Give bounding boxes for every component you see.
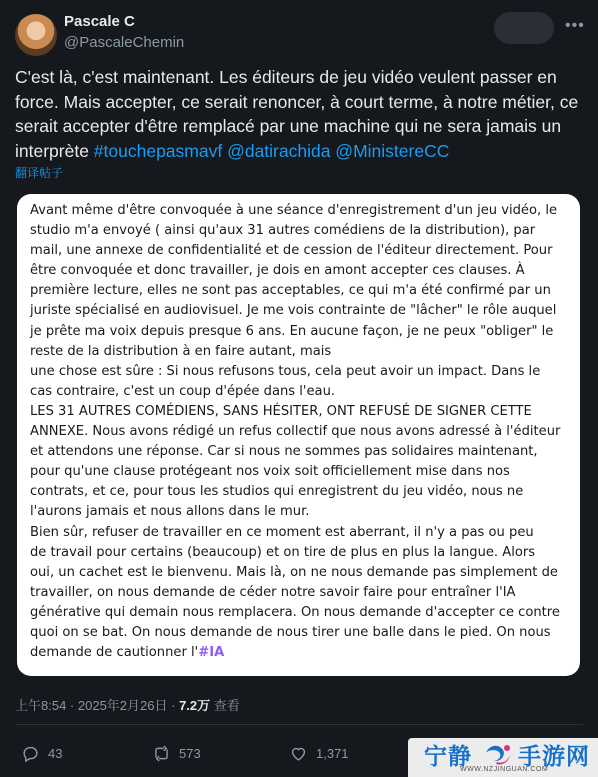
repost-button[interactable] (152, 744, 201, 763)
note-last-line-text: demande de cautionner l' (30, 645, 199, 661)
avatar[interactable] (15, 14, 57, 56)
translate-post-link[interactable]: 翻译帖子 (15, 166, 64, 180)
note-line: travailler, on nous demande de céder notre savoir faire pour entraîner l'IA (30, 584, 516, 600)
note-line: première lecture, elles ne sont pas acceptables, ce qui m'a été confirmé par un (30, 283, 551, 299)
note-line: je prête ma voix depuis presque 6 ans. En aucune façon, je ne peux "obliger" le (30, 323, 554, 339)
watermark-logo-icon (483, 742, 513, 768)
note-line: LES 31 AUTRES COMÉDIENS, SANS HÉSITER, ONT REFUSÉ DE SIGNER CETTE (30, 403, 532, 419)
repost-count: 573 (179, 746, 201, 761)
note-line: oui, un cachet est le bienvenu. Mais là, on ne nous demande pas simplement de (30, 564, 558, 580)
note-line: quoi on se bat. On nous demande de nous tirer une balle dans le pied. On nous (30, 624, 551, 640)
like-count: 1,371 (316, 746, 349, 761)
note-line: être convoquée et donc travailler, je dois en amont accepter ces clauses. À (30, 263, 525, 279)
note-line: juriste spécialisé en audiovisuel. Je me vois contrainte de "lâcher" le rôle auquel (30, 303, 557, 319)
note-line: cas contraire, c'est un coup d'épée dans l'eau. (30, 383, 336, 399)
reply-count: 43 (48, 746, 63, 761)
note-line: pour qu'une clause protégeant nos voix soit officiellement mise dans nos (30, 464, 510, 480)
repost-icon (152, 744, 171, 763)
note-line: une chose est sûre : Si nous refusons tous, cela peut avoir un impact. Dans le (30, 363, 541, 379)
note-line: ANNEXE. Nous avons rédigé un refus collectif que nous avons adressé à l'éditeur (30, 424, 561, 440)
reply-button[interactable] (21, 744, 62, 763)
post-meta (15, 695, 240, 714)
follow-button[interactable] (494, 12, 554, 44)
tweet-hashtags-mentions[interactable]: #touchepasmavf @datirachida @MinistereCC (93, 140, 450, 161)
note-line: studio m'a envoyé ( ainsi qu'aux 31 autres comédiens de la distribution), par (30, 223, 536, 239)
author-name[interactable]: Pascale C (64, 13, 135, 30)
divider (15, 724, 583, 725)
note-line: Avant même d'être convoquée à une séance d'enregistrement d'un jeu vidéo, le (30, 203, 558, 218)
heart-icon (289, 744, 308, 763)
post-date[interactable]: 2025年2月26日 (77, 698, 168, 713)
watermark-url: WWW.NZJINGUAN.COM (460, 766, 549, 773)
like-button[interactable] (289, 744, 349, 763)
note-last-line (30, 643, 568, 663)
meta-separator: · (66, 698, 78, 713)
note-line: et attendons une réponse. Car si nous ne sommes pas solidaires maintenant, (30, 444, 538, 460)
watermark (408, 738, 598, 777)
watermark-text-b: 手游网 (518, 743, 590, 769)
note-line: générative qui demain nous remplacera. On nous demande d'accepter ce contre (30, 604, 560, 620)
note-line: contrats, et ce, pour tous les studios qui enregistrent du jeu vidéo, nous ne (30, 484, 524, 500)
attached-note-image[interactable] (17, 194, 580, 676)
tweet-body: C'est là, c'est maintenant. Les éditeurs de jeu vidéo veulent passer en force. Mais accepter, ce serait renoncer, à court terme, à notre métier, ce serait accepter d'être remplacé par une machine qui ne sera jamais un interprète (15, 67, 579, 161)
view-count: 7.2万 (179, 698, 211, 713)
more-horizontal-icon[interactable]: ••• (565, 17, 585, 34)
note-line: l'aurons jamais et nous allons dans le mur. (30, 504, 310, 520)
watermark-text-a: 宁静 (424, 743, 472, 769)
post-time[interactable]: 上午8:54 (15, 698, 67, 713)
note-line: de travail pour certains (beaucoup) et on tire de plus en plus la langue. Alors (30, 544, 536, 560)
tweet-text (15, 65, 585, 163)
note-body (30, 201, 568, 643)
reply-icon (21, 744, 40, 763)
note-line: reste de la distribution à en faire autant, mais (30, 343, 332, 359)
meta-separator-2: · (167, 698, 180, 713)
note-line: Bien sûr, refuser de travailler en ce moment est aberrant, il n'y a pas ou peu (30, 524, 534, 540)
views-label: 查看 (213, 698, 240, 713)
note-hashtag: #IA (198, 645, 225, 661)
author-handle[interactable]: @PascaleChemin (64, 34, 185, 51)
note-line: mail, une annexe de confidentialité et de cession de l'éditeur directement. Pour (30, 243, 553, 259)
